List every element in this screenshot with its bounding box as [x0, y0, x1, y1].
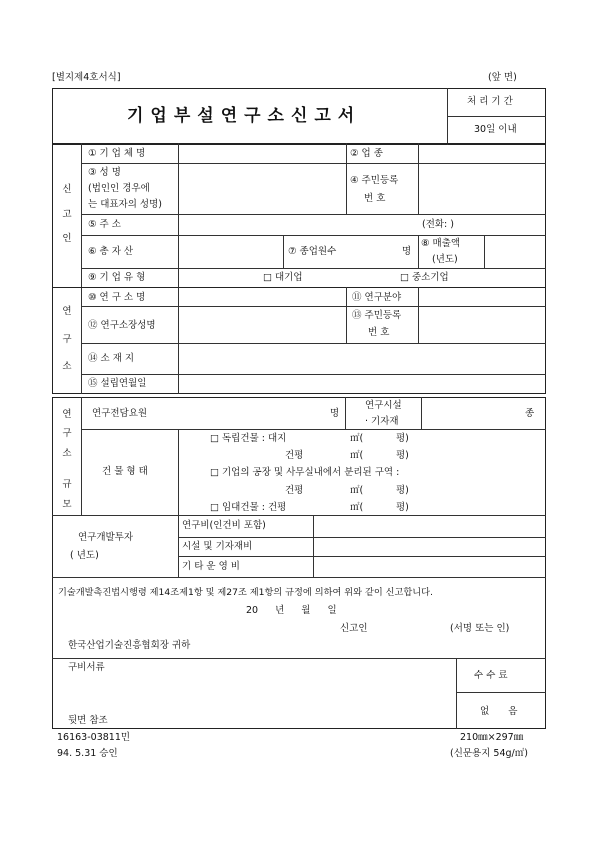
building-b2-label: 건평	[285, 450, 304, 461]
investment-facility-cost: 시설 및 기자재비	[182, 541, 253, 552]
footer-approval: 94. 5.31 승인	[57, 748, 118, 759]
fee-value: 없 음	[480, 706, 518, 717]
resident-number-label2: 번 호	[364, 193, 386, 204]
employees-unit: 명	[402, 246, 412, 257]
facility-unit: 종	[525, 408, 535, 419]
employees-label: ⑦ 종업원수	[288, 246, 337, 257]
building-b2-py: 평)	[396, 450, 409, 461]
building-b4-py: 평)	[396, 485, 409, 496]
resident-number-label: ④ 주민등록	[350, 175, 399, 186]
address-label: ⑤ 주 소	[88, 219, 121, 230]
building-b1-py: 평)	[396, 433, 409, 444]
company-type-label: ⑨ 기 업 유 형	[88, 272, 146, 283]
representative-name-note: (법인인 경우에	[88, 183, 150, 194]
footer-code: 16163-03811민	[57, 732, 131, 743]
investment-label: 연구개발투자	[78, 532, 134, 543]
director-resident-label2: 번 호	[368, 327, 390, 338]
building-type-label: 건 물 형 태	[102, 466, 148, 477]
investment-research-cost: 연구비(인건비 포함)	[182, 520, 266, 531]
facility-label2: · 기자재	[365, 416, 399, 427]
capital-label: ⑥ 총 자 산	[88, 246, 134, 257]
representative-name-label: ③ 성 명	[88, 167, 121, 178]
sales-label: ⑧ 매출액	[421, 238, 461, 249]
signature-label: (서명 또는 인)	[450, 623, 510, 634]
fee-label: 수 수 료	[474, 670, 508, 681]
investment-other-cost: 기 타 운 영 비	[182, 561, 240, 572]
form-title: 기업부설연구소신고서	[127, 106, 362, 126]
lab-name-label: ⑩ 연 구 소 명	[88, 292, 146, 303]
director-resident-label: ⑬ 주민등록	[352, 310, 402, 321]
business-type-label: ② 업 종	[350, 148, 383, 159]
director-name-label: ⑫ 연구소장성명	[88, 320, 156, 331]
sales-year: (년도)	[432, 254, 458, 265]
lab-group-label: 연 구 소	[62, 306, 72, 373]
side-label: (앞 면)	[488, 72, 517, 83]
processing-label: 처 리 기 간	[467, 96, 513, 107]
building-b2-area: ㎡(	[350, 450, 364, 461]
research-field-label: ⑪ 연구분야	[352, 292, 402, 303]
facility-label: 연구시설	[365, 400, 402, 411]
staff-unit: 명	[330, 408, 340, 419]
phone-label: (전화: )	[422, 219, 454, 230]
recipient-label: 한국산업기술진흥협회장 귀하	[68, 640, 191, 651]
building-option-independent[interactable]: □ 독립건물 : 대지	[210, 433, 287, 444]
footer-size: 210㎜×297㎜	[460, 732, 524, 743]
building-b1-area: ㎡(	[350, 433, 364, 444]
established-label: ⑮ 설립연월일	[88, 378, 147, 389]
building-option-rented[interactable]: □ 임대건물 : 건평	[210, 502, 287, 513]
scale-group-label: 연 구 소 규 모	[62, 409, 72, 510]
building-b5-area: ㎡(	[350, 502, 364, 513]
processing-value: 30일 이내	[474, 124, 517, 135]
building-option-separated[interactable]: □ 기업의 공장 및 사무실내에서 분리된 구역 :	[210, 467, 400, 478]
scale-box	[52, 397, 546, 729]
declaration-date: 20 년 월 일	[246, 605, 337, 616]
representative-name-note2: 는 대표자의 성명)	[88, 199, 162, 210]
company-name-label: ① 기 업 체 명	[88, 148, 146, 159]
location-label: ⑭ 소 재 지	[88, 353, 135, 364]
building-b5-py: 평)	[396, 502, 409, 513]
staff-label: 연구전담요원	[92, 408, 148, 419]
form-number: [별지제4호서식]	[52, 72, 121, 83]
declarant-label: 신고인	[340, 623, 368, 634]
small-company-checkbox[interactable]: □ 중소기업	[400, 272, 449, 283]
declaration-text: 기술개발촉진법시행령 제14조제1항 및 제27조 제1항의 규정에 의하여 위와 같이 신고합니다.	[58, 587, 433, 598]
documents-see-back: 뒷면 참조	[68, 715, 108, 726]
investment-year: ( 년도)	[70, 550, 99, 561]
footer-paper: (신문용지 54g/㎡)	[450, 748, 528, 759]
applicant-group-label: 신 고 인	[62, 184, 72, 245]
large-company-checkbox[interactable]: □ 대기업	[263, 272, 303, 283]
building-b4-area: ㎡(	[350, 485, 364, 496]
building-b4-label: 건평	[285, 485, 304, 496]
documents-label: 구비서류	[68, 662, 105, 673]
